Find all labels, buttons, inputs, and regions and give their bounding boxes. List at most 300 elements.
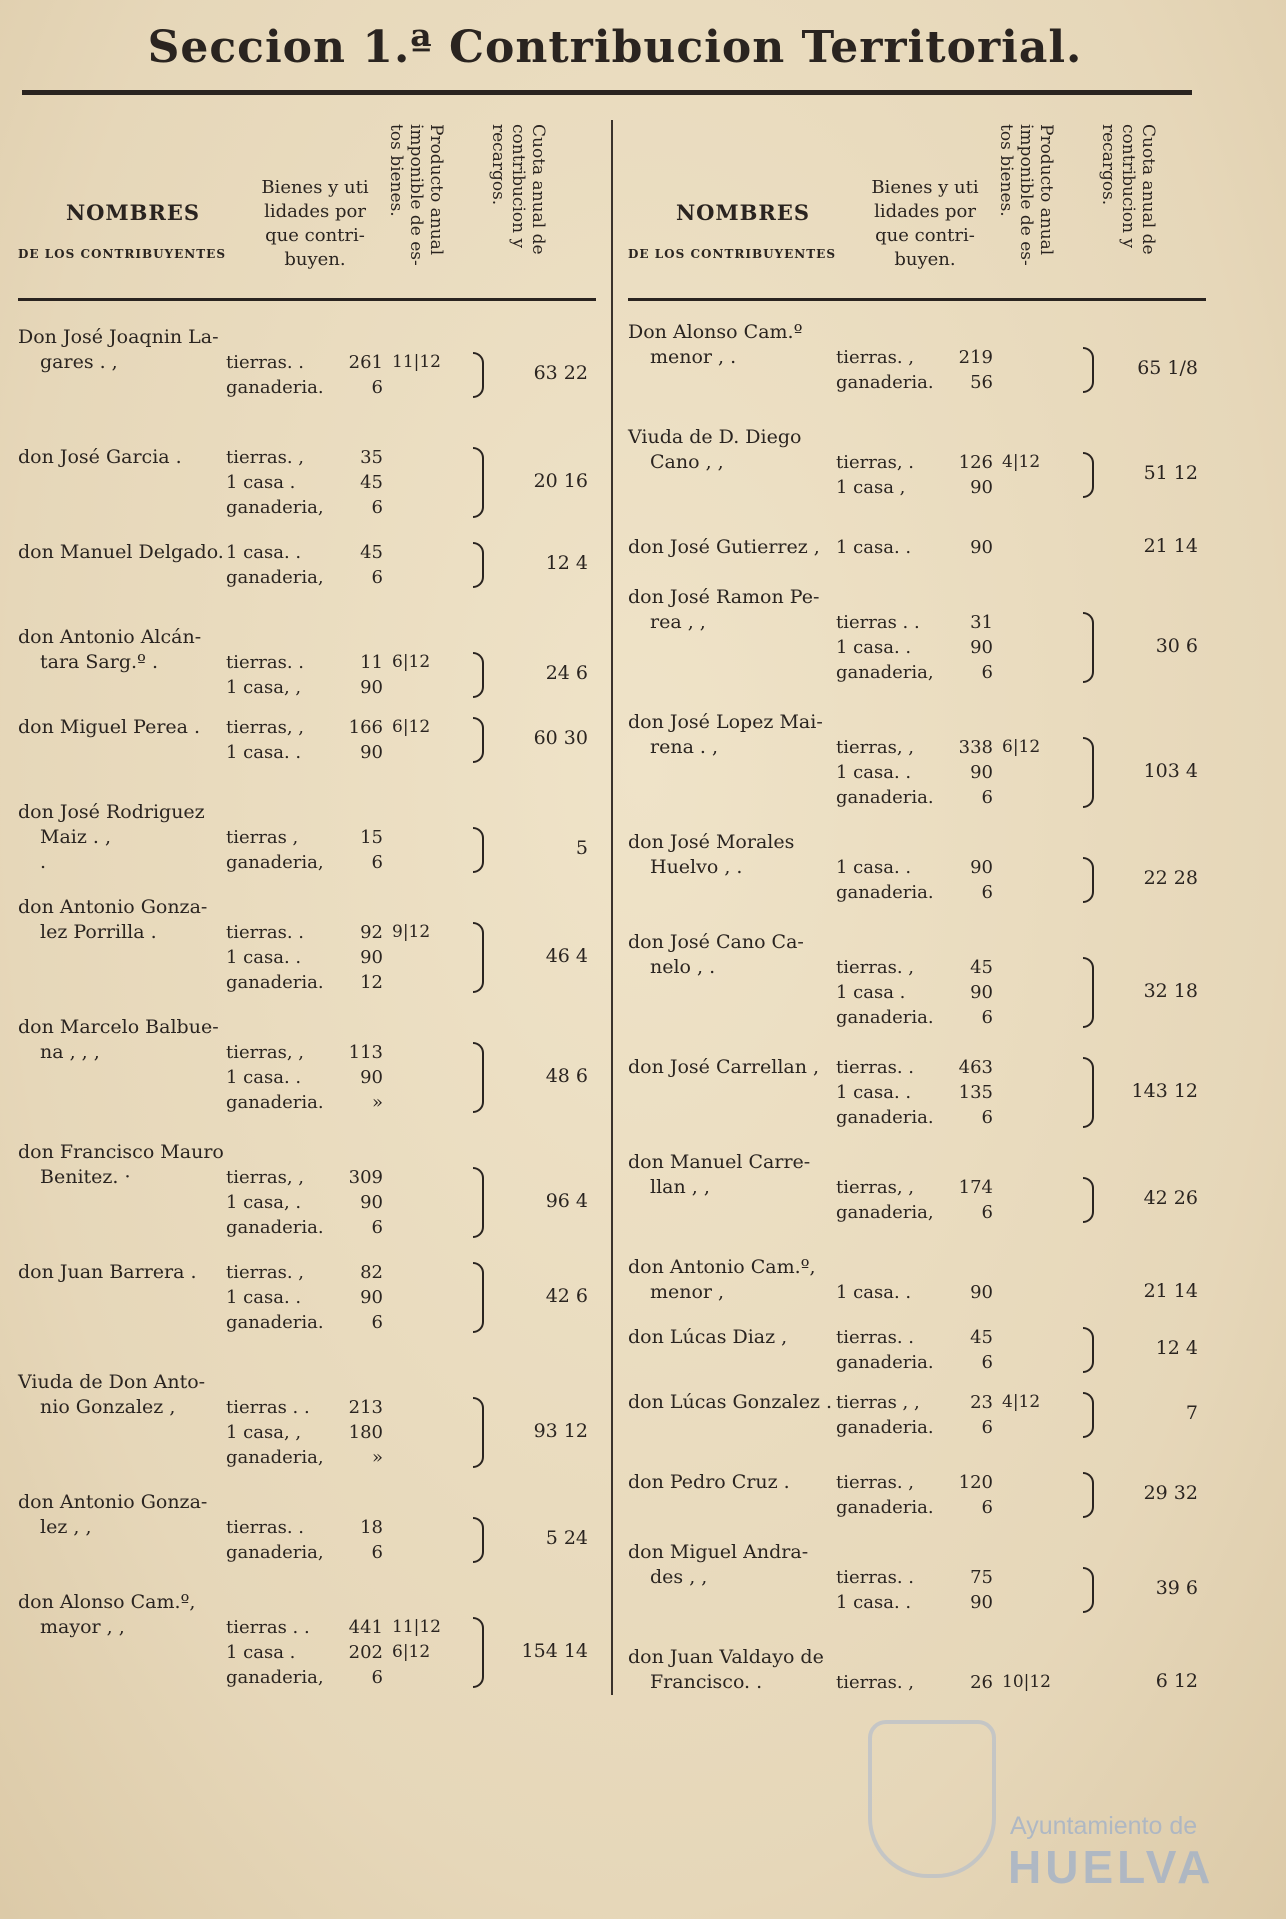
property-label: tierras . . [836,612,920,633]
name-line: don Manuel Delgado. [18,541,224,563]
name-line: llan , , [650,1176,710,1198]
grouping-brace [1083,452,1094,498]
contributor-name [18,1590,253,1640]
contributor-name [18,895,253,945]
producto-fraction: 6|12 [392,1642,431,1662]
property-items [226,650,431,700]
property-row [836,345,1041,370]
property-value: 12 [360,972,383,993]
grouping-brace [1083,1057,1094,1128]
property-value: 11 [360,652,383,673]
property-label: ganaderia. [226,377,324,398]
cuota-value: 21 14 [1143,1279,1198,1302]
name-line: don Francisco Mauro [18,1141,224,1163]
name-line: na , , , [40,1041,100,1063]
name-line: don Antonio Gonza- [18,896,208,918]
property-label: 1 casa . [226,472,296,493]
property-items [226,715,431,765]
name-line: Cano , , [650,451,724,473]
property-row [836,1080,1041,1105]
property-row [226,495,431,520]
name-line: lez Porrilla . [40,921,157,943]
property-row [836,475,1041,500]
name-line: Don Alonso Cam.º [628,321,803,343]
property-label: tierras, , [226,1042,304,1063]
property-label: ganaderia. [836,1417,934,1438]
property-value: 6 [981,1417,993,1438]
property-label: tierras . . [226,1617,310,1638]
property-row [836,880,1041,905]
name-line: don Manuel Carre- [628,1151,811,1173]
property-value: 26 [970,1672,993,1693]
property-row [836,1590,1041,1615]
name-line: rena . , [650,736,719,758]
property-row [226,375,431,400]
cuota-value: 24 6 [545,662,588,684]
property-items [226,920,431,995]
property-value: 6 [371,567,383,588]
property-row [836,1415,1041,1440]
property-label: ganaderia. [836,882,934,903]
property-row [226,1285,431,1310]
cuota-value: 29 32 [1143,1482,1198,1504]
name-line: Don José Joaqnin La- [18,326,219,348]
property-value: 45 [360,472,383,493]
property-value: 90 [970,982,993,1003]
property-items [836,1565,1041,1615]
property-items [226,1165,431,1240]
property-label: 1 casa. . [836,1282,912,1303]
property-label: tierras. . [226,352,304,373]
grouping-brace [473,1167,484,1238]
name-line: menor , . [650,346,737,368]
property-value: 56 [970,372,993,393]
property-items [836,1055,1041,1130]
name-line: don José Garcia . [18,446,182,468]
property-value: » [371,1447,383,1468]
property-value: 45 [970,1327,993,1348]
page-title: Seccion 1.ª Contribucion Territorial. [147,22,1083,73]
property-label: ganaderia. [836,1007,934,1028]
property-items [226,1260,431,1335]
cuota-value: 12 4 [1155,1337,1198,1359]
property-label: 1 casa. . [836,1082,912,1103]
property-label: tierras. . [226,1517,304,1538]
property-row [226,1420,431,1445]
cuota-value: 51 12 [1143,462,1198,484]
property-row [226,970,431,995]
producto-fraction: 6|12 [392,652,431,672]
property-label: 1 casa. . [226,742,302,763]
property-value: 202 [348,1642,383,1663]
property-value: 219 [958,347,993,368]
property-items [226,1515,431,1565]
property-value: 90 [970,477,993,498]
property-value: 338 [958,737,993,758]
property-row [836,980,1041,1005]
property-value: 441 [348,1617,383,1638]
name-line: gares . , [40,351,118,373]
property-value: 90 [360,1287,383,1308]
property-value: 180 [348,1422,383,1443]
property-items [836,1670,1051,1695]
property-label: ganaderia. [226,1312,324,1333]
property-items [836,1325,1041,1375]
property-row [836,1325,1041,1350]
producto-fraction: 11|12 [392,352,441,372]
property-label: ganaderia. [226,972,324,993]
cuota-header: Cuota anual de contribucion y recargos. [1098,124,1158,255]
property-value: 6 [981,1107,993,1128]
property-value: 75 [970,1567,993,1588]
property-label: tierras. , [836,957,914,978]
grouping-brace [473,447,484,518]
property-label: ganaderia, [226,497,324,518]
property-row [836,1105,1041,1130]
property-row [226,445,431,470]
property-value: 45 [360,542,383,563]
grouping-brace [1083,612,1094,683]
grouping-brace [473,352,484,398]
property-label: tierras, , [226,1167,304,1188]
names-header: NOMBRES DE LOS CONTRIBUYENTES [628,200,836,261]
cuota-value: 46 4 [545,944,588,967]
property-items [836,1175,1041,1225]
cuota-value: 143 12 [1131,1079,1198,1102]
property-label: tierras . . [226,1397,310,1418]
property-value: 6 [981,1497,993,1518]
grouping-brace [473,922,484,993]
property-items [226,445,431,520]
property-value: 90 [360,947,383,968]
property-row [226,920,431,945]
grouping-brace [473,1042,484,1113]
watermark-line1: Ayuntamiento de [1010,1812,1198,1840]
property-items [226,1615,441,1690]
property-label: tierras. . [836,1327,914,1348]
property-label: ganaderia. [836,1497,934,1518]
name-line: Francisco. . [650,1671,763,1693]
name-line: don José Morales [628,831,795,853]
property-row [226,1615,441,1640]
property-value: 90 [970,537,993,558]
property-value: 45 [970,957,993,978]
left-column [18,120,596,1688]
property-value: » [371,1092,383,1113]
left-column-header [18,120,596,301]
property-label: ganaderia, [836,1202,934,1223]
grouping-brace [1083,1177,1094,1223]
property-value: 6 [371,1542,383,1563]
property-label: tierras. , [836,347,914,368]
property-label: 1 casa. . [836,1592,912,1613]
property-label: ganaderia. [836,787,934,808]
name-line: don Lúcas Gonzalez . [628,1391,833,1413]
property-row [226,1515,431,1540]
property-row [836,760,1041,785]
property-items [836,1390,1041,1440]
property-row [226,1540,431,1565]
property-row [226,850,431,875]
property-value: 15 [360,827,383,848]
name-line: don Lúcas Diaz , [628,1326,788,1348]
producto-header: Producto anual imponible de es- tos bienes. [386,124,446,266]
property-label: 1 casa, . [226,1192,302,1213]
property-label: ganaderia, [226,1542,324,1563]
property-label: ganaderia. [836,1352,934,1373]
property-items [226,350,441,400]
name-line: don José Carrellan , [628,1056,820,1078]
property-row [226,1165,431,1190]
column-separator [611,120,613,1695]
property-label: tierras. , [836,1672,914,1693]
cuota-value: 7 [1185,1402,1198,1424]
property-value: 90 [970,637,993,658]
property-label: ganaderia. [836,1107,934,1128]
name-line: don José Gutierrez , [628,536,820,558]
cuota-value: 5 [575,837,588,859]
property-value: 90 [970,1592,993,1613]
property-label: tierras, , [836,737,914,758]
cuota-value: 93 12 [533,1419,588,1442]
contributor-name [18,1370,253,1420]
top-rule [22,90,1192,95]
producto-fraction: 10|12 [1002,1672,1051,1692]
cuota-value: 103 4 [1143,759,1198,782]
property-label: tierras. , [226,1262,304,1283]
name-line: lez , , [40,1516,92,1538]
property-row [836,1390,1041,1415]
property-value: 23 [970,1392,993,1413]
cuota-value: 12 4 [545,552,588,574]
property-label: tierras. , [226,447,304,468]
property-value: 82 [360,1262,383,1283]
property-label: tierras. , [836,1472,914,1493]
producto-fraction: 4|12 [1002,1392,1041,1412]
property-value: 6 [371,497,383,518]
producto-header: Producto anual imponible de es- tos bienes. [996,124,1056,266]
property-label: ganaderia, [226,567,324,588]
property-row [836,955,1041,980]
property-items [226,1395,431,1470]
cuota-value: 32 18 [1143,979,1198,1002]
property-row [226,1215,431,1240]
property-label: 1 casa. . [836,637,912,658]
grouping-brace [473,542,484,588]
cuota-value: 39 6 [1155,1577,1198,1599]
grouping-brace [473,1262,484,1333]
property-value: 6 [981,1202,993,1223]
property-label: ganaderia. [226,1092,324,1113]
property-value: 463 [958,1057,993,1078]
property-row [226,1090,431,1115]
property-label: tierras. . [836,1057,914,1078]
property-label: 1 casa , [836,477,906,498]
cuota-header: Cuota anual de contribucion y recargos. [488,124,548,255]
property-items [836,1470,1041,1520]
name-line: don Miguel Perea . [18,716,201,738]
property-value: 6 [371,1217,383,1238]
name-line: don José Cano Ca- [628,931,804,953]
cuota-value: 63 22 [533,362,588,384]
property-row [226,1190,431,1215]
grouping-brace [1083,1472,1094,1518]
property-value: 309 [348,1167,383,1188]
contributor-name [18,1490,253,1540]
cuota-value: 20 16 [533,469,588,492]
property-value: 90 [360,1192,383,1213]
contributor-name [628,1055,863,1080]
name-line: don Miguel Andra- [628,1541,809,1563]
property-items [226,825,431,875]
property-row [836,1055,1041,1080]
property-value: 120 [958,1472,993,1493]
city-seal-watermark [868,1720,996,1878]
name-line: Huelvo , . [650,856,743,878]
property-label: 1 casa. . [836,857,912,878]
contributor-name [628,1540,863,1590]
property-items [836,535,1041,560]
property-value: 6 [981,787,993,808]
producto-fraction: 4|12 [1002,452,1041,472]
name-line: don Antonio Alcán- [18,626,202,648]
producto-fraction: 6|12 [1002,737,1041,757]
property-value: 90 [970,857,993,878]
property-label: tierras. . [226,922,304,943]
property-row [226,715,431,740]
property-value: 113 [348,1042,383,1063]
contributor-name [628,1470,863,1495]
name-line: nio Gonzalez , [40,1396,176,1418]
property-items [836,955,1041,1030]
property-label: 1 casa. . [836,537,912,558]
property-label: tierras , [226,827,299,848]
property-row [836,1280,1041,1305]
contributor-name [628,425,863,475]
name-line: don Pedro Cruz . [628,1471,790,1493]
cuota-value: 42 6 [545,1284,588,1307]
property-row [836,1175,1041,1200]
property-row [226,1665,431,1690]
property-row [836,370,1041,395]
property-row [836,1470,1041,1495]
producto-fraction: 9|12 [392,922,431,942]
name-line: Viuda de D. Diego [628,426,802,448]
property-label: ganaderia, [836,662,934,683]
property-items [836,345,1041,395]
contributor-name [628,320,863,370]
property-label: 1 casa . [226,1642,296,1663]
property-value: 92 [360,922,383,943]
property-label: 1 casa. . [836,762,912,783]
property-value: 6 [371,1667,383,1688]
property-row [226,825,431,850]
contributor-name [18,1015,253,1065]
property-row [226,675,431,700]
property-value: 6 [981,882,993,903]
property-label: 1 casa, , [226,1422,302,1443]
grouping-brace [473,1617,484,1688]
cuota-value: 5 24 [545,1527,588,1549]
contributor-name [18,325,253,375]
grouping-brace [1083,857,1094,903]
name-line: tara Sarg.º . [40,651,159,673]
grouping-brace [473,827,484,873]
property-label: tierras , , [836,1392,920,1413]
name-line: don José Ramon Pe- [628,586,820,608]
property-value: 18 [360,1517,383,1538]
property-value: 90 [970,762,993,783]
property-label: 1 casa. . [226,947,302,968]
producto-fraction: 6|12 [392,717,431,737]
property-row [226,1395,431,1420]
property-row [836,535,1041,560]
name-line: mayor , , [40,1616,125,1638]
cuota-value: 42 26 [1143,1187,1198,1209]
property-label: 1 casa, , [226,677,302,698]
property-value: 90 [360,1067,383,1088]
cuota-value: 22 28 [1143,867,1198,889]
property-value: 6 [981,662,993,683]
contributor-name [628,585,863,635]
property-row [226,470,431,495]
grouping-brace [1083,1392,1094,1438]
property-label: 1 casa . [836,982,906,1003]
grouping-brace [473,1397,484,1468]
cuota-value: 154 14 [521,1639,588,1662]
property-items [226,540,431,590]
bienes-header: Bienes y uti lidades por que contri- buyen. [261,177,369,270]
property-value: 261 [348,352,383,373]
grouping-brace [473,717,484,763]
name-line: des , , [650,1566,708,1588]
name-line: menor , [650,1281,725,1303]
property-row [226,1065,431,1090]
property-items [226,1040,431,1115]
property-value: 6 [371,852,383,873]
property-value: 126 [958,452,993,473]
property-label: 1 casa. . [226,1287,302,1308]
property-row [836,785,1041,810]
watermark-line2: HUELVA [1008,1841,1215,1893]
cuota-value: 30 6 [1155,634,1198,657]
property-items [836,450,1041,500]
property-row [226,1260,431,1285]
property-row [226,740,431,765]
cuota-value: 65 1/8 [1137,357,1198,379]
property-label: tierras, , [836,1177,914,1198]
cuota-value: 96 4 [545,1189,588,1212]
name-line: don José Rodriguez [18,801,205,823]
property-row [226,1445,431,1470]
property-value: 90 [360,677,383,698]
property-row [836,450,1041,475]
grouping-brace [473,1517,484,1563]
name-line: Viuda de Don Anto- [18,1371,206,1393]
property-row [836,1495,1041,1520]
right-column [628,120,1206,1693]
property-value: 6 [981,1007,993,1028]
contributor-name [628,535,863,560]
property-row [836,855,1041,880]
property-row [226,945,431,970]
property-label: 1 casa. . [226,542,302,563]
property-row [226,1040,431,1065]
name-line: rea , , [650,611,706,633]
property-value: 6 [981,1352,993,1373]
property-row [226,1310,431,1335]
name-line: don José Lopez Mai- [628,711,823,733]
